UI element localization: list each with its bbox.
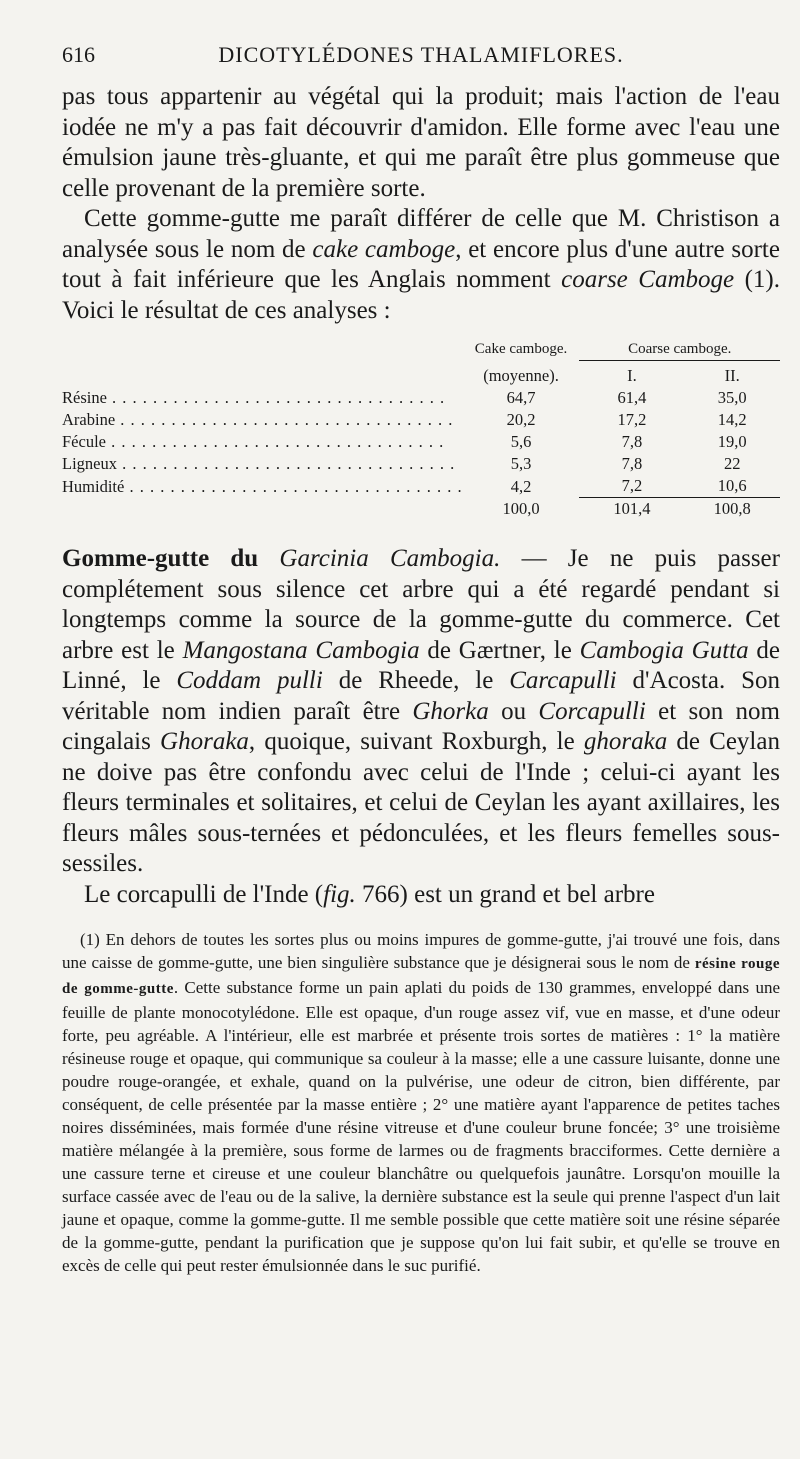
page <box>62 42 780 1277</box>
paragraph-4 <box>62 880 780 911</box>
cell-ii: 35,0 <box>717 388 747 407</box>
p3-italic: ghoraka <box>583 728 668 755</box>
p3-text: ou <box>488 697 539 725</box>
total-i: 101,4 <box>613 499 651 518</box>
page-header <box>62 42 780 82</box>
cell-cake: 4,2 <box>510 476 532 496</box>
p3-text: de Rheede, le <box>322 667 510 694</box>
cell-ii: 22 <box>723 454 741 473</box>
cell-i: 61,4 <box>617 388 647 407</box>
cell-cake: 64,7 <box>506 388 536 407</box>
p3-italic: Ghorka <box>412 697 489 725</box>
row-label: Résine . . . <box>62 388 445 407</box>
p3-text: , quoique, suivant Roxburgh, le <box>248 728 584 755</box>
p3-text: de Ceylan ne doive pas être confondu avec celui de l'Inde ; celui-ci ayant les fleurs terminales et solitaires, et celui de Ceylan les ayant axillaires, les fleurs mâles sous-ternées et pédonculées, et les fleurs femelles sous-sessiles. <box>62 728 780 877</box>
col-coarse-header: Coarse camboge. <box>628 341 732 357</box>
footnote-part: (1) En dehors de toutes les sortes plus ou moins impures de gomme-gutte, j'ai trouvé une fois, dans une caisse de gomme-gutte, une bien singulière substance que je désignerai sous le nom de <box>62 930 780 972</box>
cell-i: 7,8 <box>621 432 643 451</box>
row-label: Arabine . . . <box>62 410 453 429</box>
p3-text: de Gærtner, le <box>419 636 580 664</box>
p2-coarse-camboge: coarse Camboge <box>561 266 735 293</box>
cell-i: 7,8 <box>621 454 643 473</box>
section-heading-species: Garcinia Cambogia. <box>279 545 501 572</box>
row-label: Humidité . . . <box>62 477 463 496</box>
paragraph-2 <box>62 204 780 326</box>
p3-italic: Carcapulli <box>509 667 617 694</box>
sub-moyenne: (moyenne). <box>483 366 559 385</box>
p2-cake-camboge: cake camboge <box>312 235 456 263</box>
table-total-row <box>62 498 780 521</box>
p2-text-e: (1). Voici le résultat de ces analyses : <box>62 266 781 324</box>
footnote-text <box>62 928 780 1277</box>
col-cake-header: Cake camboge. <box>474 341 568 357</box>
main-text <box>62 82 780 910</box>
p3-text: d'Acosta. Son véritable nom indien paraît être <box>62 667 780 725</box>
p2-text-c: , et encore plus d'une autre sorte tout à fait inférieure que les Anglais nomment <box>62 235 780 293</box>
cell-cake: 5,6 <box>510 432 532 451</box>
table-row <box>62 453 780 475</box>
figure-ref: fig. <box>323 880 356 908</box>
table-row <box>62 387 780 409</box>
footnote-bold-term: résine rouge de gomme-gutte <box>62 956 780 997</box>
section-heading: Gomme-gutte du <box>62 545 280 572</box>
p3-italic: Cambogia Gutta <box>579 636 749 664</box>
p3-italic: Ghoraka <box>160 728 249 755</box>
cell-i: 7,2 <box>579 475 684 498</box>
analysis-table <box>62 338 780 520</box>
cell-cake: 20,2 <box>506 410 536 429</box>
table-row <box>62 409 780 431</box>
cell-i: 17,2 <box>617 410 647 429</box>
footnote-part: . Cette substance forme un pain aplati du poids de 130 grammes, enveloppé dans une feuille de plante monocotylédone. Elle est opaque, d'un rouge assez vif, vue en masse, et d'une odeur forte, peu agréable. A l'intérieur, elle est marbrée et présente trois sortes de matières : 1° la matière résineuse rouge et opaque, qui communique sa couleur à la masse; elle a une cassure luisante, donne une poudre rouge-orangée, et exhale, quand on la pulvérise, une odeur de citron, bien différente, par conséquent, de celle présentée par la masse entière ; 2° une matière ayant l'apparence de petites taches noires disséminées, mais formée d'une résine vitreuse et d'une couleur brune foncée; 3° une troisième matière mélangée à la première, sous forme de larmes ou de fragments bracciformes. Cette dernière a une cassure terne et cireuse et une couleur blanchâtre ou quelquefois jaunâtre. Lorsqu'on mouille la surface cassée avec de l'eau ou de la salive, la dernière substance est la seule qui prenne l'aspect d'un lait jaune et opaque, comme la gomme-gutte. Il me semble possible que cette matière soit une résine séparée de la gomme-gutte, pendant la purification que je suppose qu'on lui fait subir, et qu'elle se trouve en excès de celle qui peut rester émulsionnée dans le suc purifié. <box>62 978 780 1275</box>
sub-i: I. <box>627 366 637 385</box>
row-label: Ligneux . . . <box>62 454 455 473</box>
p3-text: et son nom cingalais <box>62 697 780 755</box>
paragraph-3 <box>62 544 780 880</box>
total-ii: 100,8 <box>713 499 751 518</box>
table-row <box>62 431 780 453</box>
cell-ii: 10,6 <box>684 475 780 498</box>
paragraph-1: pas tous appartenir au végétal qui la produit; mais l'action de l'eau iodée ne m'y a pas fait découvrir d'amidon. Elle forme avec l'eau une émulsion jaune très-gluante, et qui me paraît être plus gommeuse que celle provenant de la première sorte. <box>62 83 780 202</box>
p3-italic: Mangostana Cambogia <box>182 636 420 664</box>
footnote <box>62 928 780 1277</box>
p3-text: de Linné, le <box>62 636 781 694</box>
p4-text: Le corcapulli de l'Inde ( <box>84 880 324 908</box>
row-label: Fécule . . . <box>62 432 444 451</box>
total-cake: 100,0 <box>502 499 540 518</box>
sub-ii: II. <box>724 366 740 385</box>
table-row <box>62 475 780 498</box>
p2-text-a: Cette gomme-gutte me paraît différer de celle que M. Christison a analysée sous le nom de <box>62 205 780 263</box>
cell-ii: 19,0 <box>717 432 747 451</box>
cell-ii: 14,2 <box>717 410 747 429</box>
p3-text: — Je ne puis passer complétement sous silence cet arbre qui a été regardé pendant si longtemps comme la source de la gomme-gutte du commerce. Cet arbre est le <box>62 545 780 664</box>
page-number: 616 <box>62 42 95 67</box>
p3-italic: Coddam pulli <box>176 667 323 694</box>
p3-italic: Corcapulli <box>538 697 646 725</box>
cell-cake: 5,3 <box>510 454 532 473</box>
p4-text: 766) est un grand et bel arbre <box>355 880 655 908</box>
running-title: DICOTYLÉDONES THALAMIFLORES. <box>218 42 624 67</box>
